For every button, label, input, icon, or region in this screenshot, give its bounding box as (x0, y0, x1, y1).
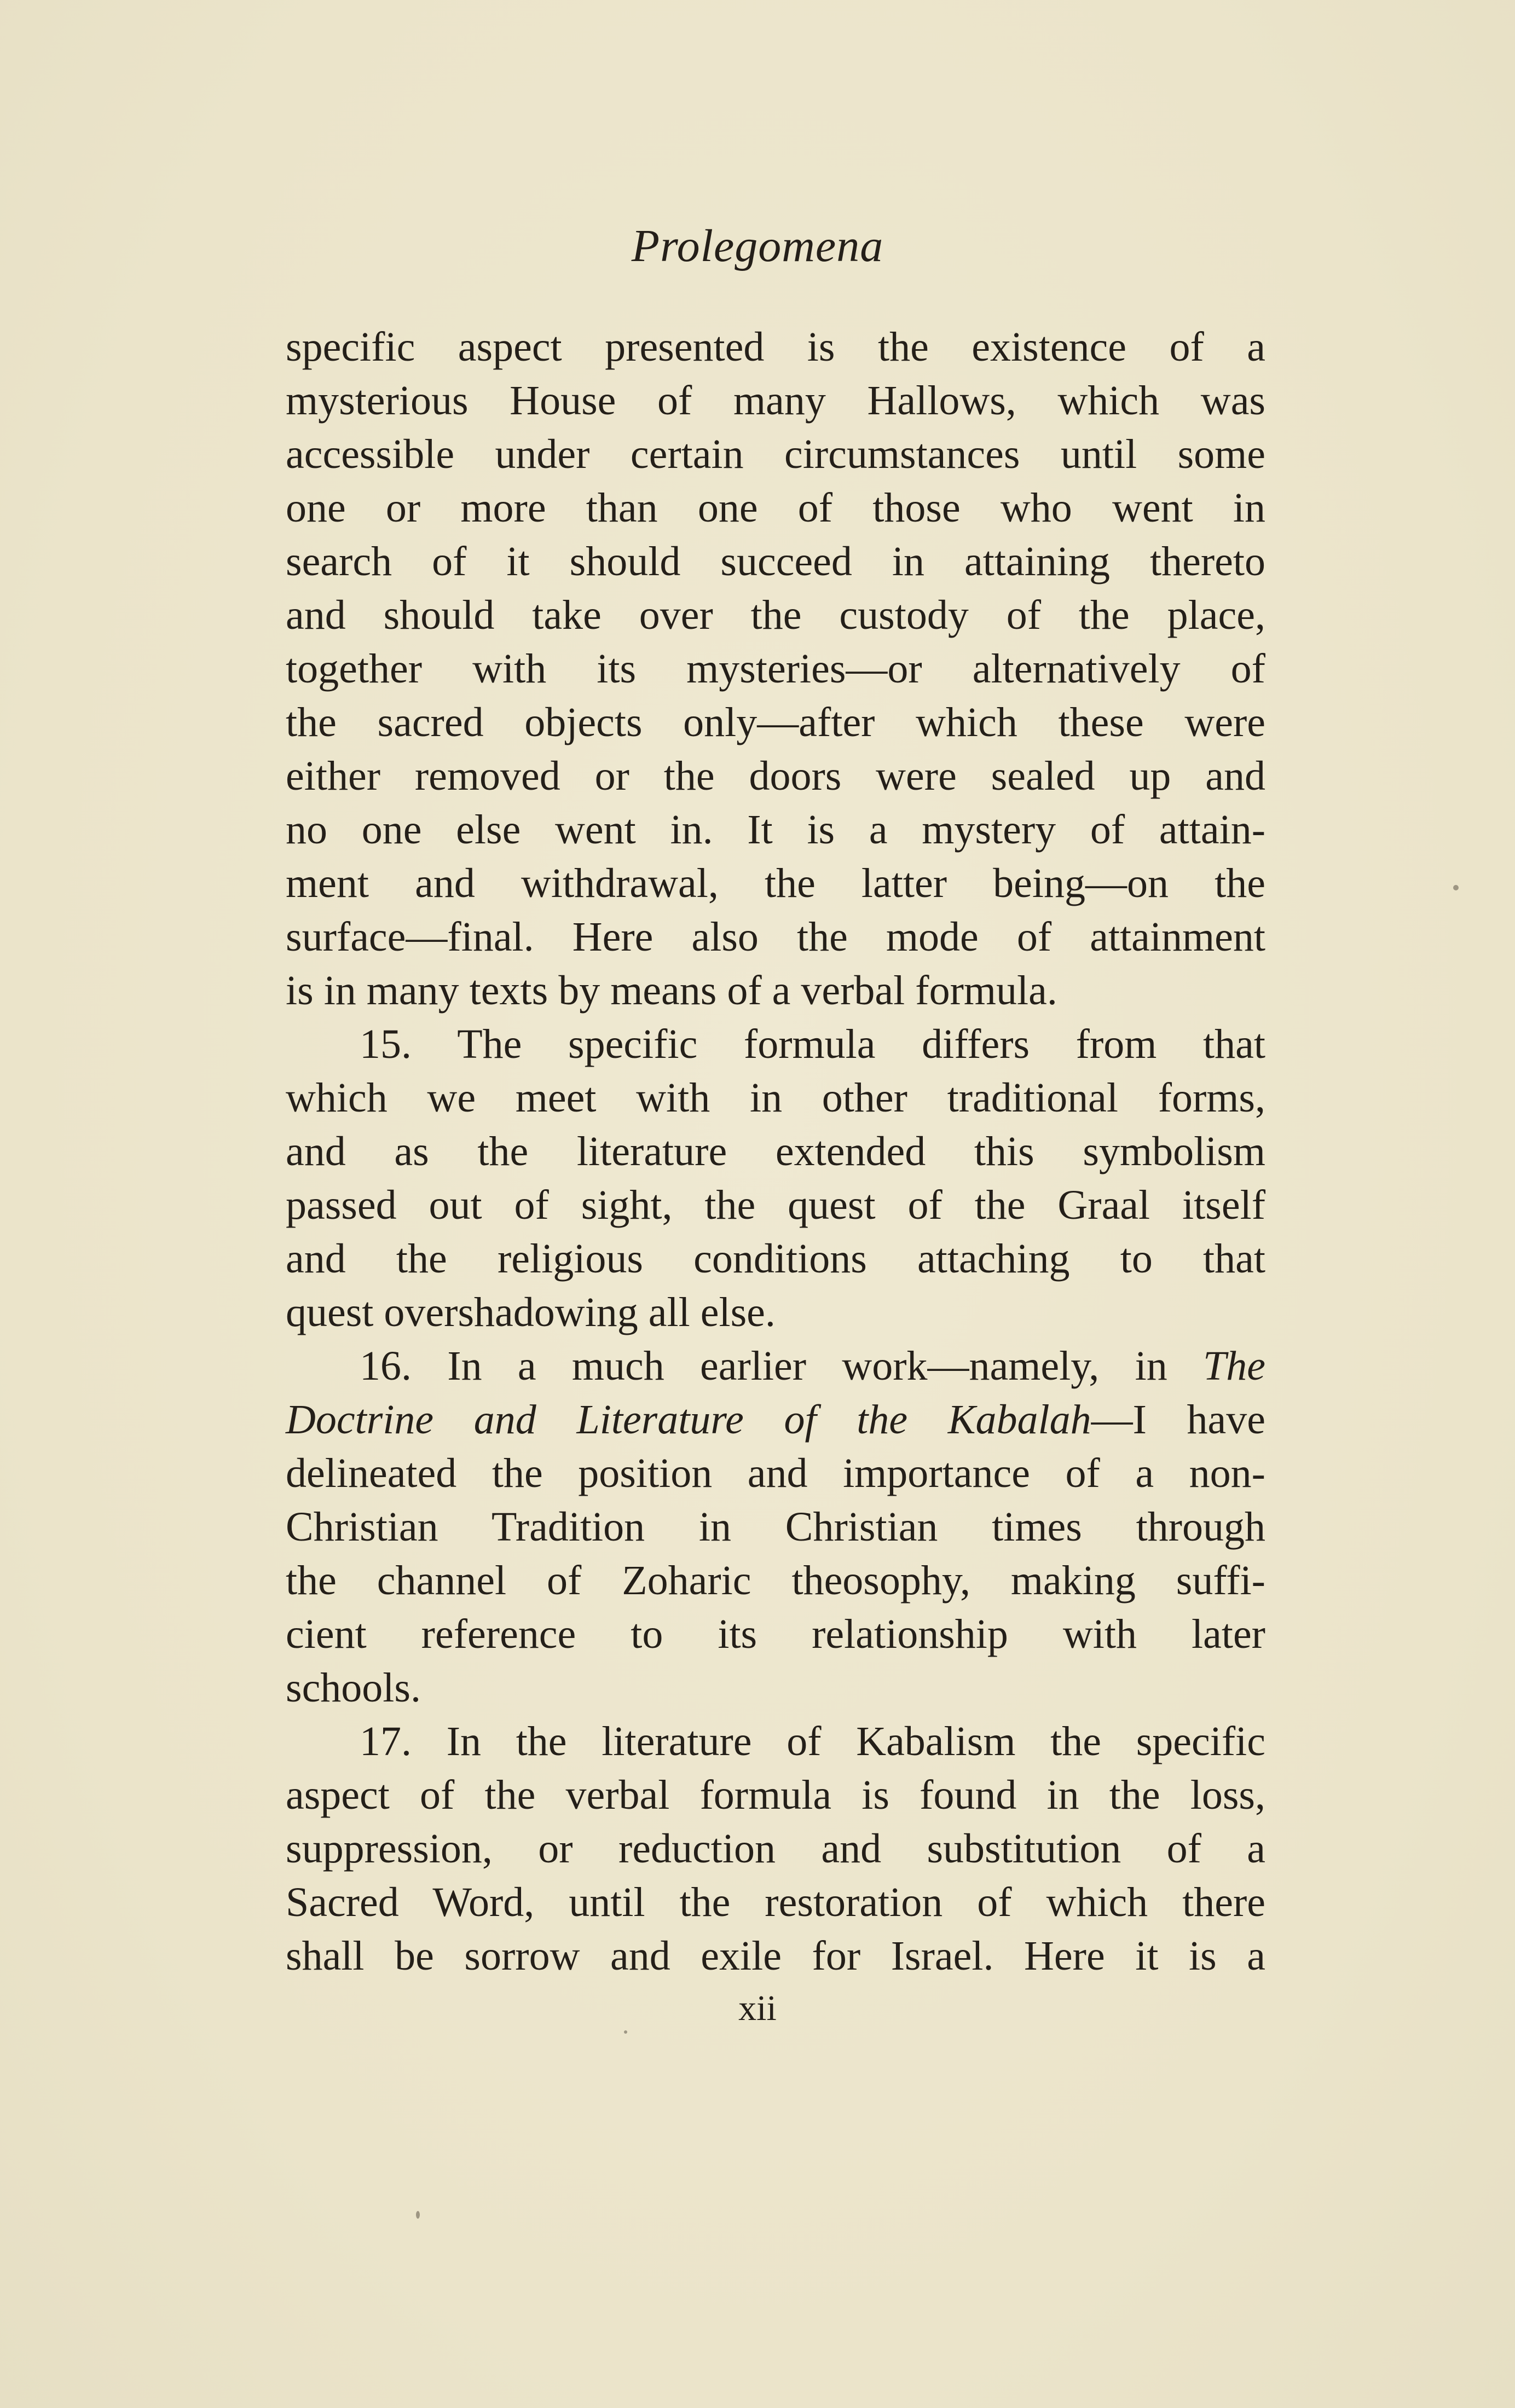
paper-speck (1453, 885, 1459, 890)
italic-title: Doctrine and Literature of the Kabalah (286, 1397, 1091, 1443)
italic-title: The (1203, 1343, 1265, 1389)
line-text: together with its mysteries—or alternatively of (286, 646, 1265, 692)
text-line (286, 1339, 1265, 1393)
line-text: the sacred objects only—after which these were (286, 699, 1265, 745)
line-text: search of it should succeed in attaining thereto (286, 539, 1265, 584)
text-line (286, 1822, 1265, 1876)
text-line (286, 1232, 1265, 1286)
text-line (286, 481, 1265, 535)
text-line (286, 1607, 1265, 1661)
line-text: 17. In the literature of Kabalism the specific (360, 1718, 1265, 1764)
line-text: 15. The specific formula differs from that (360, 1021, 1265, 1067)
line-text: suppression, or reduction and substitution of a (286, 1826, 1265, 1872)
line-text: and as the literature extended this symbolism (286, 1128, 1265, 1174)
text-line (286, 1286, 1265, 1339)
line-text: one or more than one of those who went in (286, 485, 1265, 531)
text-line (286, 1446, 1265, 1500)
body-text (286, 320, 1265, 1983)
line-text: surface—final. Here also the mode of attainment (286, 914, 1265, 960)
line-text: schools. (286, 1665, 421, 1711)
line-text: accessible under certain circumstances until some (286, 431, 1265, 477)
line-text: cient reference to its relationship with later (286, 1611, 1265, 1657)
text-line (286, 803, 1265, 856)
line-text: either removed or the doors were sealed up and (286, 753, 1265, 799)
paper-speck (624, 2030, 627, 2034)
text-line (286, 588, 1265, 642)
text-line (286, 320, 1265, 374)
line-text: mysterious House of many Hallows, which was (286, 378, 1265, 424)
line-text: is in many texts by means of a verbal formula. (286, 968, 1057, 1014)
text-line (286, 749, 1265, 803)
line-text: 16. In a much earlier work—namely, in (360, 1343, 1203, 1389)
line-text: —I have (1091, 1397, 1265, 1443)
text-line (286, 964, 1265, 1017)
line-text: no one else went in. It is a mystery of attain- (286, 807, 1265, 853)
text-line (286, 535, 1265, 588)
text-line (286, 1017, 1265, 1071)
text-line (286, 1715, 1265, 1768)
line-text: shall be sorrow and exile for Israel. Here it is a (286, 1933, 1265, 1979)
line-text: which we meet with in other traditional forms, (286, 1075, 1265, 1121)
text-line (286, 1500, 1265, 1554)
text-line (286, 1125, 1265, 1178)
text-line (286, 1661, 1265, 1715)
text-line (286, 1876, 1265, 1929)
text-line (286, 1554, 1265, 1607)
text-line (286, 856, 1265, 910)
page-number: xii (738, 1988, 777, 2028)
line-text: specific aspect presented is the existence of a (286, 324, 1265, 370)
text-line (286, 910, 1265, 964)
line-text: Sacred Word, until the restoration of which there (286, 1879, 1265, 1925)
line-text: delineated the position and importance of a non- (286, 1450, 1265, 1496)
line-text: aspect of the verbal formula is found in the loss, (286, 1772, 1265, 1818)
line-text: passed out of sight, the quest of the Graal itself (286, 1182, 1265, 1228)
text-line (286, 1768, 1265, 1822)
line-text: ment and withdrawal, the latter being—on the (286, 860, 1265, 906)
paper-speck (416, 2211, 420, 2219)
running-head: Prolegomena (631, 221, 884, 271)
text-line (286, 1071, 1265, 1125)
line-text: Christian Tradition in Christian times through (286, 1504, 1265, 1550)
text-line (286, 374, 1265, 427)
text-line (286, 427, 1265, 481)
line-text: quest overshadowing all else. (286, 1289, 776, 1335)
line-text: the channel of Zoharic theosophy, making suffi- (286, 1558, 1265, 1604)
text-line (286, 1178, 1265, 1232)
text-line (286, 1929, 1265, 1983)
line-text: and the religious conditions attaching to that (286, 1236, 1265, 1282)
text-line (286, 1393, 1265, 1446)
text-line (286, 642, 1265, 696)
line-text: and should take over the custody of the place, (286, 592, 1265, 638)
text-line (286, 696, 1265, 749)
